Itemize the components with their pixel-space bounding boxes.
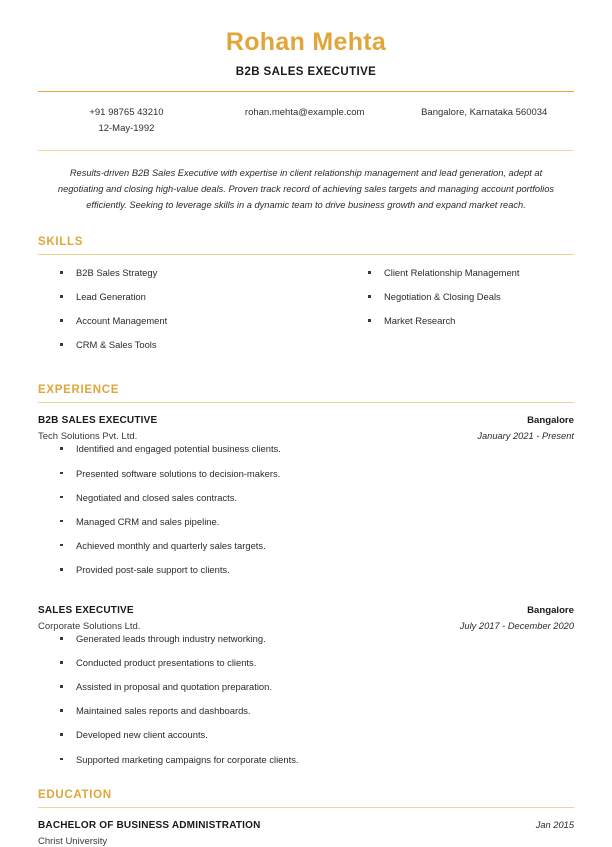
experience-entry-subheader [38,621,574,632]
list-item: B2B Sales Strategy [38,266,306,280]
education-entry-header [38,820,574,831]
experience-section [38,384,574,766]
contact-phone-group [38,105,215,138]
skills-list-left [38,266,306,352]
experience-dates: January 2021 - Present [477,431,574,442]
list-item: Supported marketing campaigns for corporate clients. [38,753,574,767]
contact-location: Bangalore, Karnataka 560034 [421,106,548,118]
list-item: Assisted in proposal and quotation preparation. [38,680,574,694]
contact-email: rohan.mehta@example.com [244,106,365,118]
list-item: Provided post-sale support to clients. [38,563,574,577]
candidate-headline: B2B SALES EXECUTIVE [235,65,377,78]
experience-organization: Tech Solutions Pvt. Ltd. [38,431,138,443]
professional-summary: Results-driven B2B Sales Executive with expertise in client relationship management and lead generation, adept at negotiating and closing high-value deals. Proven track record of achieving sales targets and managing account portfolios efficiently. Seeking to leverage skills in a dynamic team to drive business growth and expand market reach. [57,168,555,210]
education-entry-subheader [38,836,574,847]
resume-header [38,28,574,151]
experience-role: B2B SALES EXECUTIVE [38,415,158,427]
contact-email-group [215,105,395,122]
skills-column-right [306,266,574,362]
list-item: Generated leads through industry networking. [38,632,574,646]
experience-location: Bangalore [527,415,574,427]
experience-entry-header [38,605,574,616]
skills-section [38,236,574,362]
list-item: Client Relationship Management [346,266,574,280]
experience-entry [38,403,574,577]
contact-row [38,92,574,150]
experience-organization: Corporate Solutions Ltd. [38,621,141,633]
list-item: Account Management [38,314,306,328]
candidate-name: Rohan Mehta [225,28,387,56]
list-item: Conducted product presentations to clients. [38,656,574,670]
experience-bullet-list [38,442,574,577]
contact-date-of-birth: 12-May-1992 [98,123,155,135]
experience-section-title: EXPERIENCE [38,384,120,397]
skills-section-title: SKILLS [38,235,84,248]
list-item: Achieved monthly and quarterly sales targets. [38,539,574,553]
list-item: Identified and engaged potential business clients. [38,442,574,456]
education-entry [38,808,574,847]
experience-entry [38,587,574,767]
skills-list-right [346,266,574,328]
list-item: Lead Generation [38,290,306,304]
skills-grid [38,255,574,362]
list-item: Presented software solutions to decision-makers. [38,467,574,481]
list-item: Managed CRM and sales pipeline. [38,515,574,529]
experience-dates: July 2017 - December 2020 [459,621,574,632]
education-institution: Christ University [38,835,108,847]
list-item: Negotiated and closed sales contracts. [38,491,574,505]
education-degree: BACHELOR OF BUSINESS ADMINISTRATION [38,819,261,831]
education-date: Jan 2015 [535,819,574,830]
contact-phone: +91 98765 43210 [89,106,164,118]
list-item: Maintained sales reports and dashboards. [38,704,574,718]
experience-bullet-list [38,632,574,767]
list-item: CRM & Sales Tools [38,338,306,352]
list-item: Market Research [346,314,574,328]
list-item: Developed new client accounts. [38,728,574,742]
education-section-title: EDUCATION [38,788,112,801]
experience-location: Bangalore [527,605,574,617]
experience-entry-subheader [38,431,574,442]
experience-entry-header [38,415,574,426]
education-section [38,789,574,847]
contact-location-group [394,105,574,122]
experience-role: SALES EXECUTIVE [38,605,134,617]
skills-column-left [38,266,306,362]
list-item: Negotiation & Closing Deals [346,290,574,304]
